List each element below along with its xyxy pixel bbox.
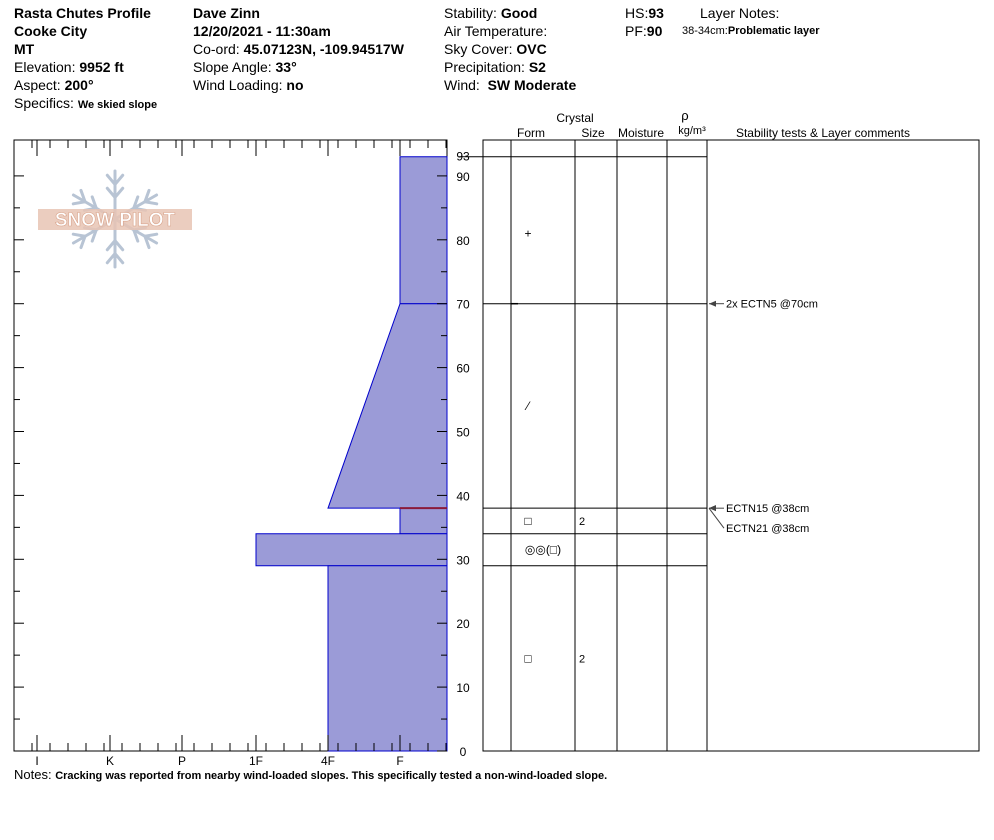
form-header: Form bbox=[517, 126, 545, 140]
pf-value: 90 bbox=[646, 23, 663, 39]
layer-notes-label: Layer Notes: bbox=[700, 5, 780, 21]
depth-tick-label: 70 bbox=[456, 297, 470, 312]
stability-header: Stability tests & Layer comments bbox=[735, 126, 911, 140]
depth-tick-label: 80 bbox=[456, 233, 470, 248]
depth-tick-label: 10 bbox=[456, 681, 470, 696]
notes-row bbox=[14, 766, 607, 785]
snowflake-branch bbox=[73, 234, 85, 236]
aspect-value: 200° bbox=[64, 77, 94, 93]
wind-loading-label: Wind Loading: bbox=[193, 77, 287, 93]
precip-value: S2 bbox=[528, 59, 546, 75]
depth-tick-label: 20 bbox=[456, 617, 470, 632]
depth-tick-label: 30 bbox=[456, 553, 470, 568]
depth-tick-label: 93 bbox=[456, 149, 470, 164]
crystal-header: Crystal bbox=[556, 111, 594, 125]
elevation-value: 9952 ft bbox=[79, 59, 124, 75]
crystal-form-symbol: ◎◎(□) bbox=[524, 542, 562, 557]
logo-text: SNOW PILOT bbox=[54, 210, 176, 231]
depth-tick-label: 40 bbox=[456, 489, 470, 504]
moisture-header: Moisture bbox=[617, 126, 665, 140]
location: Cooke City bbox=[14, 23, 88, 39]
depth-tick-label: 60 bbox=[456, 361, 470, 376]
slope-label: Slope Angle: bbox=[193, 59, 276, 75]
hardness-tick-label: 4F bbox=[320, 754, 336, 768]
wind-loading-value: no bbox=[286, 77, 304, 93]
precip-label: Precipitation: bbox=[444, 59, 529, 75]
density-unit-header: kg/m³ bbox=[678, 125, 706, 137]
depth-tick-label: 0 bbox=[459, 745, 467, 759]
layer-note-text: Problematic layer bbox=[727, 25, 820, 37]
observation-datetime: 12/20/2021 - 11:30am bbox=[193, 23, 331, 39]
snowpilot-logo bbox=[38, 171, 192, 267]
wind-label: Wind: bbox=[444, 77, 488, 93]
sky-value: OVC bbox=[516, 41, 547, 57]
rho-header: ρ bbox=[681, 108, 689, 123]
depth-tick-label: 90 bbox=[456, 169, 470, 184]
size-header: Size bbox=[581, 126, 605, 140]
stability-test-label: 2x ECTN5 @70cm bbox=[726, 298, 818, 311]
crystal-form-symbol: + bbox=[524, 226, 532, 241]
snowflake-branch bbox=[73, 202, 85, 204]
notes-text: Cracking was reported from nearby wind-loaded slopes. This specifically tested a non-wind-loaded slope. bbox=[55, 770, 608, 782]
wind-value: SW Moderate bbox=[487, 77, 577, 93]
stability-value: Good bbox=[500, 5, 538, 21]
stability-test-label: ECTN15 @38cm bbox=[726, 503, 810, 516]
coord-label: Co-ord: bbox=[193, 41, 244, 57]
hs-value: 93 bbox=[648, 5, 664, 21]
crystal-size-value: 2 bbox=[579, 653, 586, 666]
pf-label: PF: bbox=[625, 23, 647, 39]
aspect-label: Aspect: bbox=[14, 77, 65, 93]
snowflake-branch bbox=[145, 234, 157, 236]
observer-name: Dave Zinn bbox=[193, 5, 260, 21]
snowflake-branch bbox=[145, 202, 157, 204]
sky-label: Sky Cover: bbox=[444, 41, 517, 57]
layer-note-range: 38-34cm: bbox=[682, 25, 728, 37]
state: MT bbox=[14, 41, 35, 57]
stability-test-label: ECTN21 @38cm bbox=[726, 523, 810, 536]
hs-label: HS: bbox=[625, 5, 649, 21]
notes-label: Notes: bbox=[14, 767, 56, 782]
hardness-layer bbox=[400, 157, 447, 304]
hardness-tick-label: K bbox=[105, 754, 115, 768]
stability-label: Stability: bbox=[444, 5, 501, 21]
crystal-form-symbol: □ bbox=[524, 651, 532, 666]
hardness-layer bbox=[328, 566, 447, 751]
stability-test-arrowhead bbox=[709, 301, 716, 307]
slope-value: 33° bbox=[275, 59, 297, 75]
crystal-form-symbol: □ bbox=[524, 513, 532, 528]
crystal-form-symbol: ⁄ bbox=[526, 398, 530, 413]
hardness-layer bbox=[328, 304, 447, 508]
specifics-label: Specifics: bbox=[14, 95, 78, 111]
coord-value: 45.07123N, -109.94517W bbox=[243, 41, 404, 57]
hardness-tick-label: 1F bbox=[248, 754, 264, 768]
hardness-tick-label: I bbox=[35, 754, 39, 768]
hardness-tick-label: F bbox=[396, 754, 404, 768]
layer-table-frame bbox=[483, 140, 979, 751]
air-temp-label: Air Temperature: bbox=[444, 23, 548, 39]
profile-name: Rasta Chutes Profile bbox=[14, 5, 151, 21]
hardness-layer bbox=[256, 534, 447, 566]
stability-test-arrow bbox=[709, 508, 724, 528]
crystal-size-value: 2 bbox=[579, 515, 586, 528]
hardness-layer bbox=[400, 508, 447, 534]
depth-tick-label: 50 bbox=[456, 425, 470, 440]
elevation-label: Elevation: bbox=[14, 59, 80, 75]
specifics-value: We skied slope bbox=[77, 99, 158, 111]
hardness-tick-label: P bbox=[177, 754, 187, 768]
